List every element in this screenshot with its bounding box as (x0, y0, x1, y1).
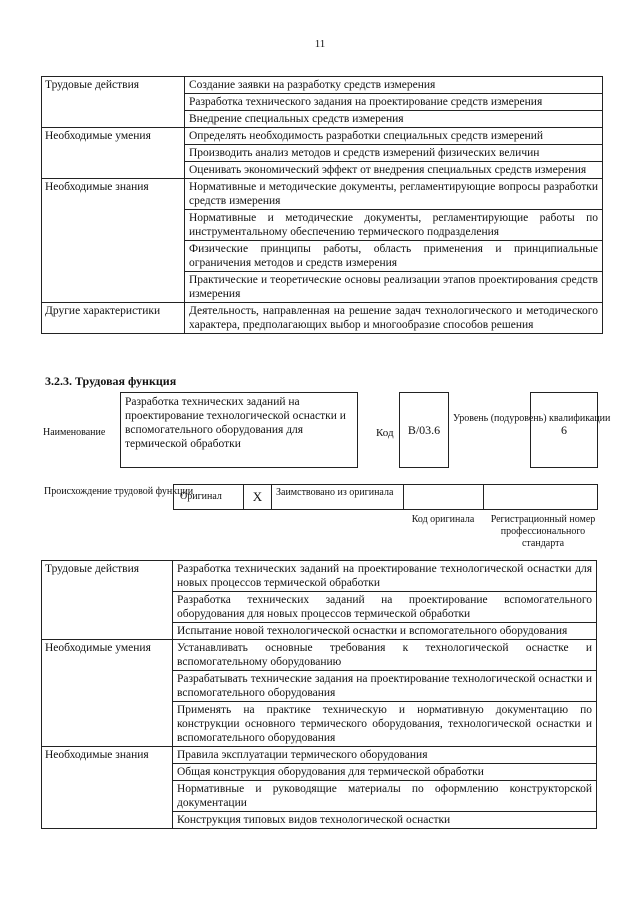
table-row (42, 128, 603, 145)
row-group-label: Необходимые знания (42, 179, 185, 303)
row-item: Определять необходимость разработки специальных средств измерений (185, 128, 603, 145)
original-cell: Оригинал (174, 485, 244, 509)
qualification-level-box: 6 (530, 392, 598, 468)
row-item: Применять на практике техническую и нормативную документацию по конструкции основного термического оборудования, технологической оснастки и вспомогательного оборудования (173, 702, 597, 747)
row-item: Нормативные и руководящие материалы по оформлению конструкторской документации (173, 781, 597, 812)
row-item: Нормативные и методические документы, регламентирующие вопросы разработки средств измерения (185, 179, 603, 210)
table-row (42, 77, 603, 94)
row-item: Нормативные и методические документы, регламентирующие работы по инструментальному обеспечению термического подразделения (185, 210, 603, 241)
registration-caption: Регистрационный номер профессионального стандарта (490, 514, 596, 549)
row-item: Создание заявки на разработку средств измерения (185, 77, 603, 94)
registration-number-cell (484, 485, 597, 509)
name-label: Наименование (43, 427, 106, 438)
row-item: Оценивать экономический эффект от внедрения специальных средств измерения (185, 162, 603, 179)
labor-function-table-2 (41, 560, 597, 829)
row-item: Внедрение специальных средств измерения (185, 111, 603, 128)
section-title: 3.2.3. Трудовая функция (45, 374, 177, 388)
row-group-label: Необходимые знания (42, 747, 173, 829)
row-item: Физические принципы работы, область применения и принципиальные ограничения методов и средств измерения (185, 241, 603, 272)
code-box: B/03.6 (399, 392, 449, 468)
borrowed-cell: Заимствовано из оригинала (272, 485, 404, 509)
row-item: Разработка технических заданий на проектирование технологической оснастки для новых процессов термической обработки (173, 561, 597, 592)
row-item: Разработка технических заданий на проектирование вспомогательного оборудования для новых процессов термической обработки (173, 592, 597, 623)
code-label: Код (376, 427, 394, 439)
table-row (42, 747, 597, 764)
table-row (42, 561, 597, 592)
page-number: 11 (314, 38, 326, 50)
row-item: Производить анализ методов и средств измерений физических величин (185, 145, 603, 162)
labor-function-table-1 (41, 76, 603, 334)
table-row (42, 640, 597, 671)
row-group-label: Другие характеристики (42, 303, 185, 334)
code-caption: Код оригинала (411, 514, 475, 525)
row-item: Практические и теоретические основы реализации этапов проектирования средств измерения (185, 272, 603, 303)
qualification-level-label: Уровень (подуровень) квалификации (453, 413, 611, 424)
row-group-label: Трудовые действия (42, 561, 173, 640)
row-item: Устанавливать основные требования к технологической оснастке и вспомогательному оборудованию (173, 640, 597, 671)
table-row (42, 179, 603, 210)
table-row (42, 303, 603, 334)
row-item: Правила эксплуатации термического оборудования (173, 747, 597, 764)
origin-label: Происхождение трудовой функции (44, 486, 194, 497)
row-item: Общая конструкция оборудования для термической обработки (173, 764, 597, 781)
row-item: Испытание новой технологической оснастки и вспомогательного оборудования (173, 623, 597, 640)
row-item: Деятельность, направленная на решение задач технологического и методического характера, предполагающих выбор и многообразие способов решения (185, 303, 603, 334)
row-item: Конструкция типовых видов технологической оснастки (173, 812, 597, 829)
row-group-label: Трудовые действия (42, 77, 185, 128)
original-mark: X (244, 485, 272, 509)
function-name-box: Разработка технических заданий на проектирование технологической оснастки и вспомогательного оборудования для термической обработки (120, 392, 358, 468)
origin-row (173, 484, 598, 510)
row-group-label: Необходимые умения (42, 128, 185, 179)
row-item: Разработка технического задания на проектирование средств измерения (185, 94, 603, 111)
row-group-label: Необходимые умения (42, 640, 173, 747)
row-item: Разрабатывать технические задания на проектирование технологической оснастки и вспомогательного оборудования (173, 671, 597, 702)
original-code-cell (404, 485, 484, 509)
